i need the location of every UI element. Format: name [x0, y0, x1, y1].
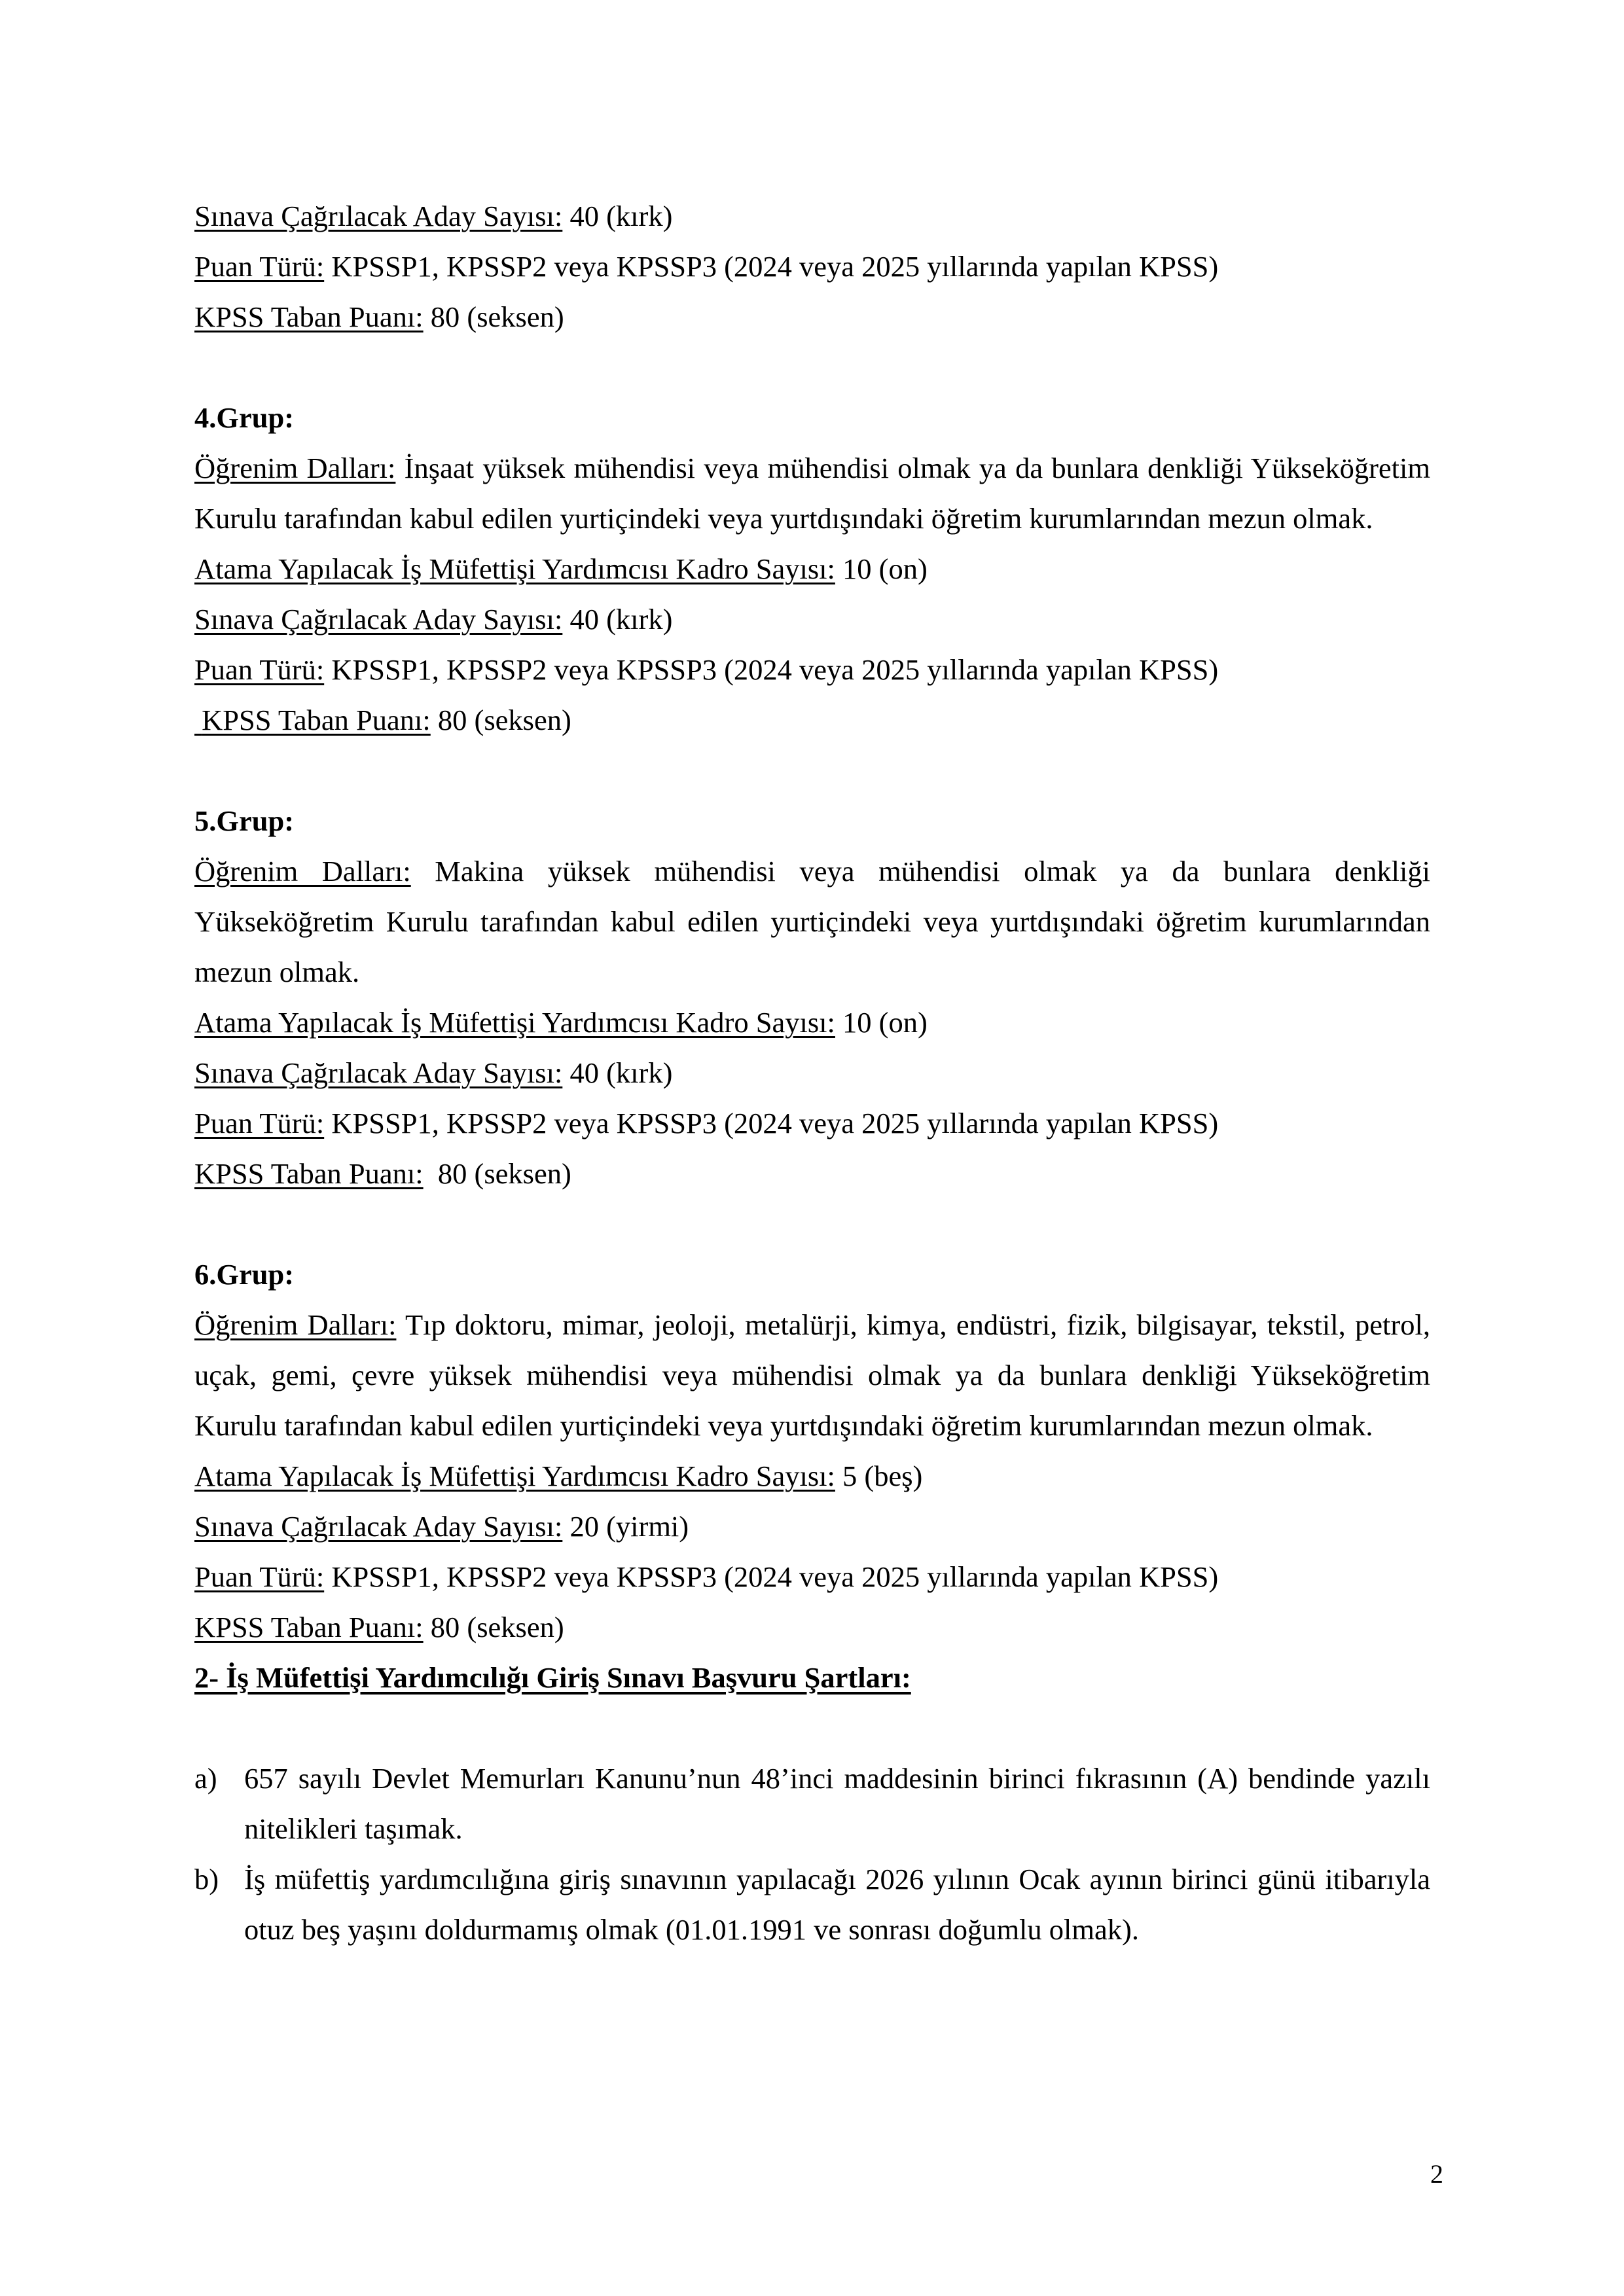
section-2-heading-wrap: [194, 1653, 1430, 1703]
page-content: [194, 191, 1438, 1955]
field-value: 40 (kırk): [562, 603, 673, 636]
ogrenim-dallari-label: Öğrenim Dalları:: [194, 452, 396, 484]
ogrenim-dallari-value: Tıp doktoru, mimar, jeoloji, metalürji, kimya, endüstri, fizik, bilgisayar, tekstil, petrol, uçak, gemi, çevre yüksek mühendisi veya mühendisi olmak ya da bunlara denkliği Yükseköğretim Kurulu tarafından kabul edilen yurtiçindeki veya yurtdışındaki öğretim kurumlarından mezun olmak.: [194, 1308, 1438, 1442]
field-line: [194, 1602, 1430, 1653]
group-section-6: [194, 1249, 1438, 1653]
field-label: Atama Yapılacak İş Müfettişi Yardımcısı Kadro Sayısı:: [194, 1006, 835, 1039]
ogrenim-dallari-paragraph: [194, 846, 1438, 997]
field-value: 80 (seksen): [423, 1157, 571, 1190]
group-section-4: [194, 393, 1438, 745]
ogrenim-dallari-label: Öğrenim Dalları:: [194, 1308, 397, 1341]
field-value: KPSSP1, KPSSP2 veya KPSSP3 (2024 veya 2025 yıllarında yapılan KPSS): [324, 1107, 1219, 1139]
group-heading-5: 5.Grup:: [194, 804, 295, 837]
field-line: [194, 191, 1430, 242]
field-line: [194, 695, 1430, 745]
page-number: 2: [1430, 2159, 1443, 2189]
field-label: Puan Türü:: [194, 653, 325, 686]
field-value: 20 (yirmi): [562, 1510, 689, 1543]
ogrenim-dallari-value: İnşaat yüksek mühendisi veya mühendisi olmak ya da bunlara denkliği Yükseköğretim Kurulu tarafından kabul edilen yurtiçindeki veya yurtdışındaki öğretim kurumlarından mezun olmak.: [194, 452, 1438, 535]
field-line: [194, 544, 1430, 594]
field-label: KPSS Taban Puanı:: [194, 300, 424, 333]
list-item: [194, 1753, 1430, 1854]
field-value: KPSSP1, KPSSP2 veya KPSSP3 (2024 veya 2025 yıllarında yapılan KPSS): [324, 1560, 1219, 1593]
paragraph-spacer: [194, 745, 1430, 796]
field-label: Atama Yapılacak İş Müfettişi Yardımcısı Kadro Sayısı:: [194, 1460, 835, 1492]
field-line: [194, 1098, 1430, 1149]
field-value: 80 (seksen): [430, 704, 571, 736]
field-label: Sınava Çağrılacak Aday Sayısı:: [194, 603, 563, 636]
field-line: [194, 292, 1430, 342]
field-label: KPSS Taban Puanı:: [194, 704, 431, 736]
list-item: [194, 1854, 1430, 1955]
field-value: 10 (on): [835, 1006, 928, 1039]
field-value: 10 (on): [835, 552, 928, 585]
field-label: Sınava Çağrılacak Aday Sayısı:: [194, 200, 563, 232]
section-2-heading: 2- İş Müfettişi Yardımcılığı Giriş Sınavı Başvuru Şartları:: [194, 1661, 911, 1694]
group-heading-6: 6.Grup:: [194, 1258, 295, 1291]
field-line: [194, 594, 1430, 645]
group-section-5: [194, 796, 1438, 1199]
field-label: KPSS Taban Puanı:: [194, 1157, 424, 1190]
field-value: KPSSP1, KPSSP2 veya KPSSP3 (2024 veya 2025 yıllarında yapılan KPSS): [324, 250, 1219, 283]
field-label: Puan Türü:: [194, 1107, 325, 1139]
field-label: Sınava Çağrılacak Aday Sayısı:: [194, 1056, 563, 1089]
field-line: [194, 242, 1430, 292]
field-label: Puan Türü:: [194, 250, 325, 283]
list-item-marker: b): [194, 1863, 219, 1895]
paragraph-spacer: [194, 342, 1430, 393]
list-item-text: 657 sayılı Devlet Memurları Kanunu’nun 48’inci maddesinin birinci fıkrasının (A) bendinde yazılı nitelikleri taşımak.: [244, 1762, 1430, 1845]
field-line: [194, 1501, 1430, 1552]
group-heading-4: 4.Grup:: [194, 401, 295, 434]
requirements-list: [194, 1753, 1430, 1955]
field-label: Sınava Çağrılacak Aday Sayısı:: [194, 1510, 563, 1543]
ogrenim-dallari-paragraph: [194, 443, 1438, 544]
ogrenim-dallari-value: Makina yüksek mühendisi veya mühendisi olmak ya da bunlara denkliği Yükseköğretim Kurulu tarafından kabul edilen yurtiçindeki veya yurtdışındaki öğretim kurumlarından mezun olmak.: [194, 855, 1438, 988]
field-label: Atama Yapılacak İş Müfettişi Yardımcısı Kadro Sayısı:: [194, 552, 835, 585]
field-value: 40 (kırk): [562, 200, 673, 232]
paragraph-spacer: [194, 1703, 1430, 1753]
ogrenim-dallari-paragraph: [194, 1300, 1438, 1451]
field-value: 80 (seksen): [423, 1611, 564, 1643]
field-line: [194, 1048, 1430, 1098]
field-line: [194, 997, 1430, 1048]
paragraph-spacer: [194, 1199, 1430, 1249]
field-line: [194, 1451, 1430, 1501]
field-value: 5 (beş): [835, 1460, 923, 1492]
field-line: [194, 645, 1430, 695]
field-value: KPSSP1, KPSSP2 veya KPSSP3 (2024 veya 2025 yıllarında yapılan KPSS): [324, 653, 1219, 686]
field-label: KPSS Taban Puanı:: [194, 1611, 424, 1643]
list-item-text: İş müfettiş yardımcılığına giriş sınavının yapılacağı 2026 yılının Ocak ayının birinci günü itibarıyla otuz beş yaşını doldurmamış olmak (01.01.1991 ve sonrası doğumlu olmak).: [244, 1863, 1430, 1946]
field-value: 80 (seksen): [423, 300, 564, 333]
field-value: 40 (kırk): [562, 1056, 673, 1089]
field-line: [194, 1149, 1430, 1199]
field-label: Puan Türü:: [194, 1560, 325, 1593]
ogrenim-dallari-label: Öğrenim Dalları:: [194, 855, 411, 888]
list-item-marker: a): [194, 1762, 217, 1795]
field-line: [194, 1552, 1430, 1602]
group-section-3-tail: [194, 191, 1430, 342]
